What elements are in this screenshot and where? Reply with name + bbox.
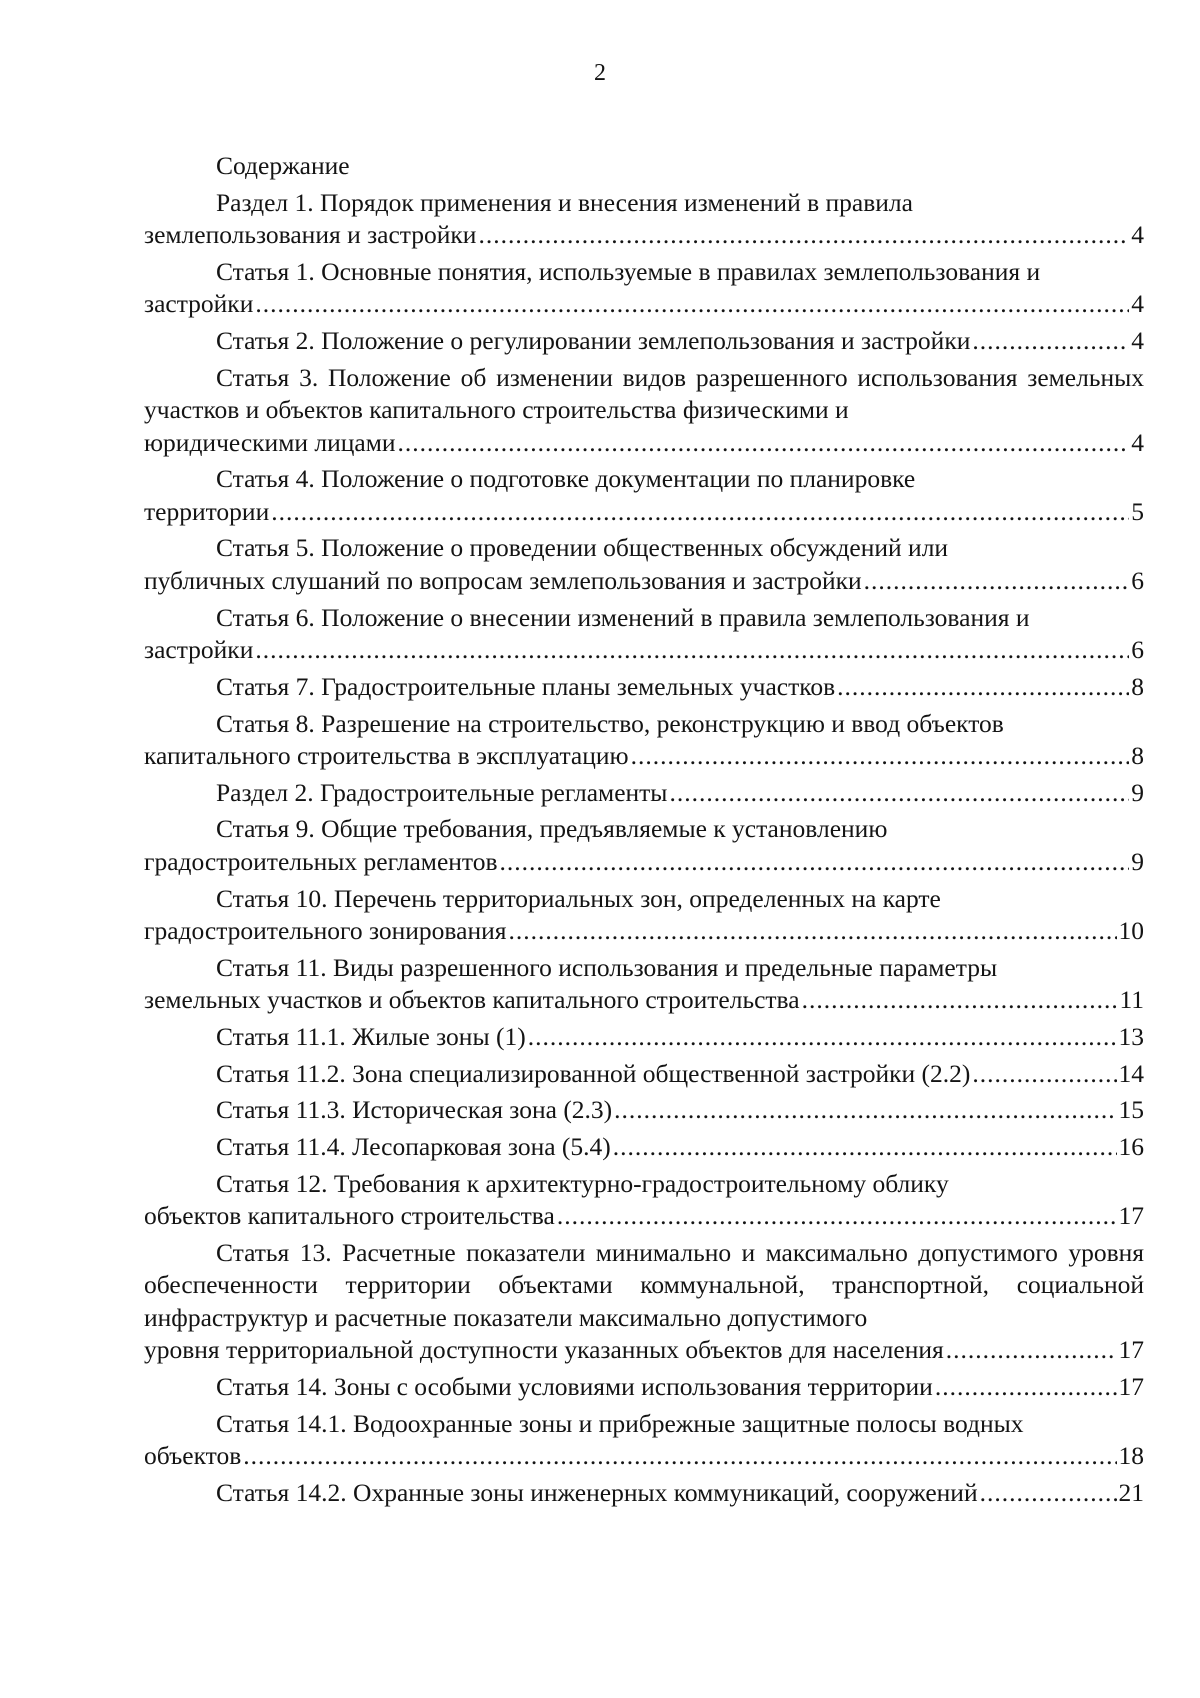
toc-entry[interactable] xyxy=(144,1477,1144,1510)
toc-entry-last-line xyxy=(144,777,1144,810)
toc-entry-title: Статья 3. Положение об изменении видов разрешенного использования земельных участков и объектов капитального строительства физическими и xyxy=(144,362,1144,425)
toc-entry-last-line xyxy=(144,1058,1144,1091)
toc-entry[interactable] xyxy=(144,1408,1144,1473)
toc-entry[interactable] xyxy=(144,813,1144,878)
dot-leader xyxy=(972,325,1129,358)
toc-entry-title-end: Статья 14. Зоны с особыми условиями использования территории xyxy=(216,1372,933,1402)
dot-leader xyxy=(255,288,1129,321)
toc-entry-title-end: уровня территориальной доступности указанных объектов для населения xyxy=(144,1335,944,1365)
toc-entry-page-number: 8 xyxy=(1131,741,1144,770)
toc-entry[interactable] xyxy=(144,671,1144,704)
toc-entry-title-end: Статья 2. Положение о регулировании землепользования и застройки xyxy=(216,325,971,355)
toc-entry-page-number: 9 xyxy=(1131,777,1144,807)
dot-leader xyxy=(397,427,1129,460)
toc-entry[interactable] xyxy=(144,1371,1144,1404)
toc-entry-page-number: 5 xyxy=(1131,496,1144,526)
toc-entry[interactable] xyxy=(144,708,1144,773)
dot-leader xyxy=(243,1440,1116,1473)
dot-leader xyxy=(972,1058,1116,1091)
toc-entry[interactable] xyxy=(144,1021,1144,1054)
toc-entry-title-end: застройки xyxy=(144,289,254,319)
toc-entry-page-number: 6 xyxy=(1131,565,1144,595)
toc-entry-last-line xyxy=(144,565,1144,598)
toc-entry-title-end: объектов капитального строительства xyxy=(144,1201,555,1231)
toc-entry-last-line xyxy=(144,671,1144,704)
toc-entry-title-end: Статья 11.4. Лесопарковая зона (5.4) xyxy=(216,1132,611,1161)
dot-leader xyxy=(614,1094,1116,1127)
dot-leader xyxy=(508,915,1116,948)
toc-entry-title-end: объектов xyxy=(144,1441,242,1471)
toc-entry-last-line xyxy=(144,740,1144,773)
toc-entry-title-end: застройки xyxy=(144,635,254,665)
dot-leader xyxy=(478,219,1129,252)
dot-leader xyxy=(802,984,1118,1017)
toc-entry-last-line xyxy=(144,288,1144,321)
dot-leader xyxy=(528,1021,1117,1054)
toc-entry-page-number: 4 xyxy=(1131,220,1144,249)
toc-entry-last-line xyxy=(144,1131,1144,1164)
toc-entry-title-end: территории xyxy=(144,496,270,526)
toc-entry-page-number: 4 xyxy=(1131,289,1144,319)
toc-entry-last-line xyxy=(144,846,1144,879)
toc-entry-page-number: 18 xyxy=(1118,1441,1144,1471)
toc-entry-page-number: 15 xyxy=(1118,1095,1144,1125)
toc-entry-title-end: градостроительных регламентов xyxy=(144,846,498,876)
dot-leader xyxy=(613,1131,1117,1164)
dot-leader xyxy=(980,1477,1117,1510)
toc-entry-title: Статья 14.1. Водоохранные зоны и прибрежные защитные полосы водных xyxy=(216,1408,1024,1438)
toc-entry-title: Статья 5. Положение о проведении общественных обсуждений или xyxy=(216,533,949,563)
toc-entry-last-line xyxy=(144,1021,1144,1054)
dot-leader xyxy=(837,671,1129,704)
toc-entry-last-line xyxy=(144,325,1144,358)
toc-entry-title-end: Статья 11.3. Историческая зона (2.3) xyxy=(216,1095,613,1125)
toc-entry-last-line xyxy=(144,1477,1144,1510)
toc-entry[interactable] xyxy=(144,362,1144,460)
toc-entry[interactable] xyxy=(144,532,1144,597)
toc-entry-title: Статья 6. Положение о внесении изменений в правила землепользования и xyxy=(216,602,1030,632)
toc-entry-page-number: 9 xyxy=(1131,846,1144,876)
toc-entry-title: Статья 10. Перечень территориальных зон, определенных на карте xyxy=(216,883,941,913)
toc-entry-title: Статья 4. Положение о подготовке документации по планировке xyxy=(216,464,916,494)
toc-list xyxy=(144,187,1144,1510)
dot-leader xyxy=(557,1200,1117,1233)
toc-entry-last-line xyxy=(144,915,1144,948)
toc-entry-last-line xyxy=(144,634,1144,667)
toc-entry[interactable] xyxy=(144,1237,1144,1367)
dot-leader xyxy=(500,846,1130,879)
toc-entry-page-number: 10 xyxy=(1118,916,1144,946)
toc-entry-page-number: 14 xyxy=(1118,1058,1144,1088)
toc-entry-title-end: капитального строительства в эксплуатацию xyxy=(144,741,629,770)
toc-entry-page-number: 4 xyxy=(1131,427,1144,457)
toc-entry-title-end: землепользования и застройки xyxy=(144,220,477,249)
toc-entry-last-line xyxy=(144,1440,1144,1473)
toc-entry-title-end: земельных участков и объектов капитального строительства xyxy=(144,985,800,1015)
toc-entry-title: Раздел 1. Порядок применения и внесения изменений в правила xyxy=(216,187,913,217)
toc-entry-title-end: юридическими лицами xyxy=(144,427,396,457)
toc-entry[interactable] xyxy=(144,1094,1144,1127)
toc-entry-page-number: 13 xyxy=(1118,1021,1144,1051)
toc-entry-title: Статья 8. Разрешение на строительство, реконструкцию и ввод объектов xyxy=(216,708,1004,738)
dot-leader xyxy=(255,634,1129,667)
toc-entry[interactable] xyxy=(144,952,1144,1017)
toc-entry[interactable] xyxy=(144,463,1144,528)
toc-entry-page-number: 6 xyxy=(1131,635,1144,665)
toc-entry-page-number: 8 xyxy=(1131,671,1144,701)
toc-entry-last-line xyxy=(144,1200,1144,1233)
dot-leader xyxy=(935,1371,1117,1404)
toc-entry-page-number: 21 xyxy=(1118,1477,1144,1507)
toc-heading: Содержание xyxy=(216,151,350,180)
toc-entry-page-number: 11 xyxy=(1119,985,1144,1015)
toc-entry[interactable] xyxy=(144,777,1144,810)
toc-entry-title: Статья 11. Виды разрешенного использования и предельные параметры xyxy=(216,952,998,982)
toc-entry-page-number: 16 xyxy=(1118,1132,1144,1161)
toc-entry-last-line xyxy=(144,1094,1144,1127)
toc-entry-page-number: 17 xyxy=(1118,1201,1144,1231)
toc-entry[interactable] xyxy=(144,1131,1144,1164)
toc-entry-page-number: 17 xyxy=(1118,1335,1144,1365)
toc-entry-last-line xyxy=(144,219,1144,252)
table-of-contents xyxy=(144,150,1144,1514)
toc-entry-title: Статья 9. Общие требования, предъявляемые к установлению xyxy=(216,814,888,844)
dot-leader xyxy=(864,565,1130,598)
dot-leader xyxy=(271,496,1129,529)
toc-entry-title: Статья 12. Требования к архитектурно-градостроительному облику xyxy=(216,1168,949,1198)
toc-entry[interactable] xyxy=(144,1168,1144,1233)
toc-entry-title: Статья 1. Основные понятия, используемые в правилах землепользования и xyxy=(216,256,1041,286)
toc-entry-last-line xyxy=(144,984,1144,1017)
toc-entry-last-line xyxy=(144,1371,1144,1404)
toc-entry-page-number: 4 xyxy=(1131,325,1144,355)
toc-entry-last-line xyxy=(144,496,1144,529)
toc-entry-title-end: Статья 14.2. Охранные зоны инженерных коммуникаций, сооружений xyxy=(216,1477,978,1507)
toc-entry-title-end: градостроительного зонирования xyxy=(144,916,507,946)
toc-entry-title-end: Статья 7. Градостроительные планы земельных участков xyxy=(216,671,836,701)
dot-leader xyxy=(946,1334,1117,1367)
page-number: 2 xyxy=(594,60,606,86)
toc-entry-title-end: публичных слушаний по вопросам землепользования и застройки xyxy=(144,565,862,595)
toc-entry[interactable] xyxy=(144,602,1144,667)
toc-entry-title-end: Раздел 2. Градостроительные регламенты xyxy=(216,777,668,807)
dot-leader xyxy=(631,740,1130,773)
toc-entry-last-line xyxy=(144,1334,1144,1367)
toc-entry[interactable] xyxy=(144,256,1144,321)
toc-entry-title-end: Статья 11.1. Жилые зоны (1) xyxy=(216,1021,526,1051)
toc-entry[interactable] xyxy=(144,325,1144,358)
toc-entry-page-number: 17 xyxy=(1118,1372,1144,1402)
toc-entry-last-line xyxy=(144,427,1144,460)
toc-entry[interactable] xyxy=(144,1058,1144,1091)
toc-entry-title-end: Статья 11.2. Зона специализированной общественной застройки (2.2) xyxy=(216,1058,971,1088)
toc-entry[interactable] xyxy=(144,883,1144,948)
dot-leader xyxy=(669,777,1129,810)
toc-entry-title: Статья 13. Расчетные показатели минимально и максимально допустимого уровня обеспеченности территории объектами коммунальной, транспортной, социальной инфраструктур и расчетные показатели максимально допустимого xyxy=(144,1237,1144,1332)
toc-entry[interactable] xyxy=(144,187,1144,252)
